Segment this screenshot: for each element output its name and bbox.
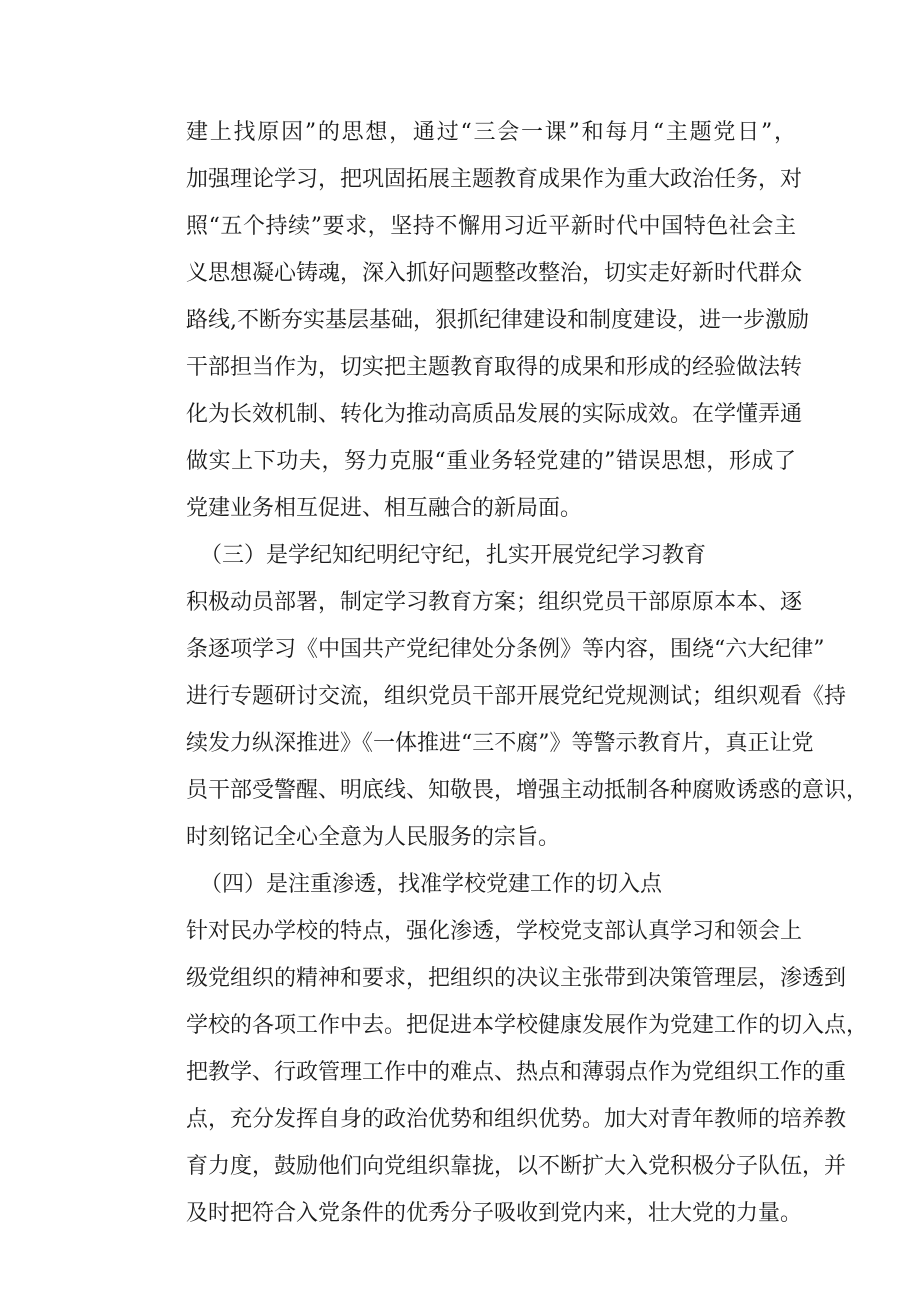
body-text-line: 积极动员部署，制定学习教育方案；组织党员干部原原本本、逐	[186, 590, 803, 615]
body-text-line: 干部担当作为，切实把主题教育取得的成果和形成的经验做法转	[186, 355, 803, 380]
body-text-line: 及时把符合入党条件的优秀分子吸收到党内来，壮大党的力量。	[186, 1201, 803, 1226]
body-text-line: 时刻铭记全心全意为人民服务的宗旨。	[186, 825, 561, 850]
body-text-line: 加强理论学习，把巩固拓展主题教育成果作为重大政治任务，对	[186, 167, 803, 192]
body-text-line: 把教学、行政管理工作中的难点、热点和薄弱点作为党组织工作的重	[186, 1060, 847, 1085]
body-text-line: 针对民办学校的特点，强化渗透，学校党支部认真学习和领会上	[186, 919, 803, 944]
body-text-line: 党建业务相互促进、相互融合的新局面。	[186, 496, 583, 521]
body-text-line: 化为长效机制、转化为推动高质品发展的实际成效。在学懂弄通	[186, 402, 803, 427]
section-heading: （三）是学纪知纪明纪守纪，扎实开展党纪学习教育	[200, 543, 707, 568]
body-text-line: 路线,不断夯实基层基础，狠抓纪律建设和制度建设，进一步激励	[186, 308, 809, 333]
section-heading: （四）是注重渗透，找准学校党建工作的切入点	[200, 872, 663, 897]
body-text-line: 续发力纵深推进》《一体推进“三不腐”》等警示教育片，真正让党	[186, 731, 814, 756]
body-text-line: 学校的各项工作中去。把促进本学校健康发展作为党建工作的切入点，	[186, 1013, 869, 1038]
body-text-line: 条逐项学习《中国共产党纪律处分条例》等内容，围绕“六大纪律”	[186, 637, 825, 662]
body-text-line: 进行专题研讨交流，组织党员干部开展党纪党规测试；组织观看《持	[186, 684, 847, 709]
body-text-line: 义思想凝心铸魂，深入抓好问题整改整治，切实走好新时代群众	[186, 261, 803, 286]
body-text-line: 建上找原因”的思想，通过“三会一课”和每月“主题党日”，	[186, 120, 796, 145]
body-text-line: 育力度，鼓励他们向党组织靠拢，以不断扩大入党积极分子队伍，并	[186, 1154, 847, 1179]
body-text-line: 做实上下功夫，努力克服“重业务轻党建的”错误思想，形成了	[186, 449, 796, 474]
body-text-line: 级党组织的精神和要求，把组织的决议主张带到决策管理层，渗透到	[186, 966, 847, 991]
body-text-line: 点，充分发挥自身的政治优势和组织优势。加大对青年教师的培养教	[186, 1107, 847, 1132]
body-text-line: 员干部受警醒、明底线、知敬畏，增强主动抵制各种腐败诱惑的意识，	[186, 778, 869, 803]
body-text-line: 照“五个持续”要求，坚持不懈用习近平新时代中国特色社会主	[186, 214, 796, 239]
